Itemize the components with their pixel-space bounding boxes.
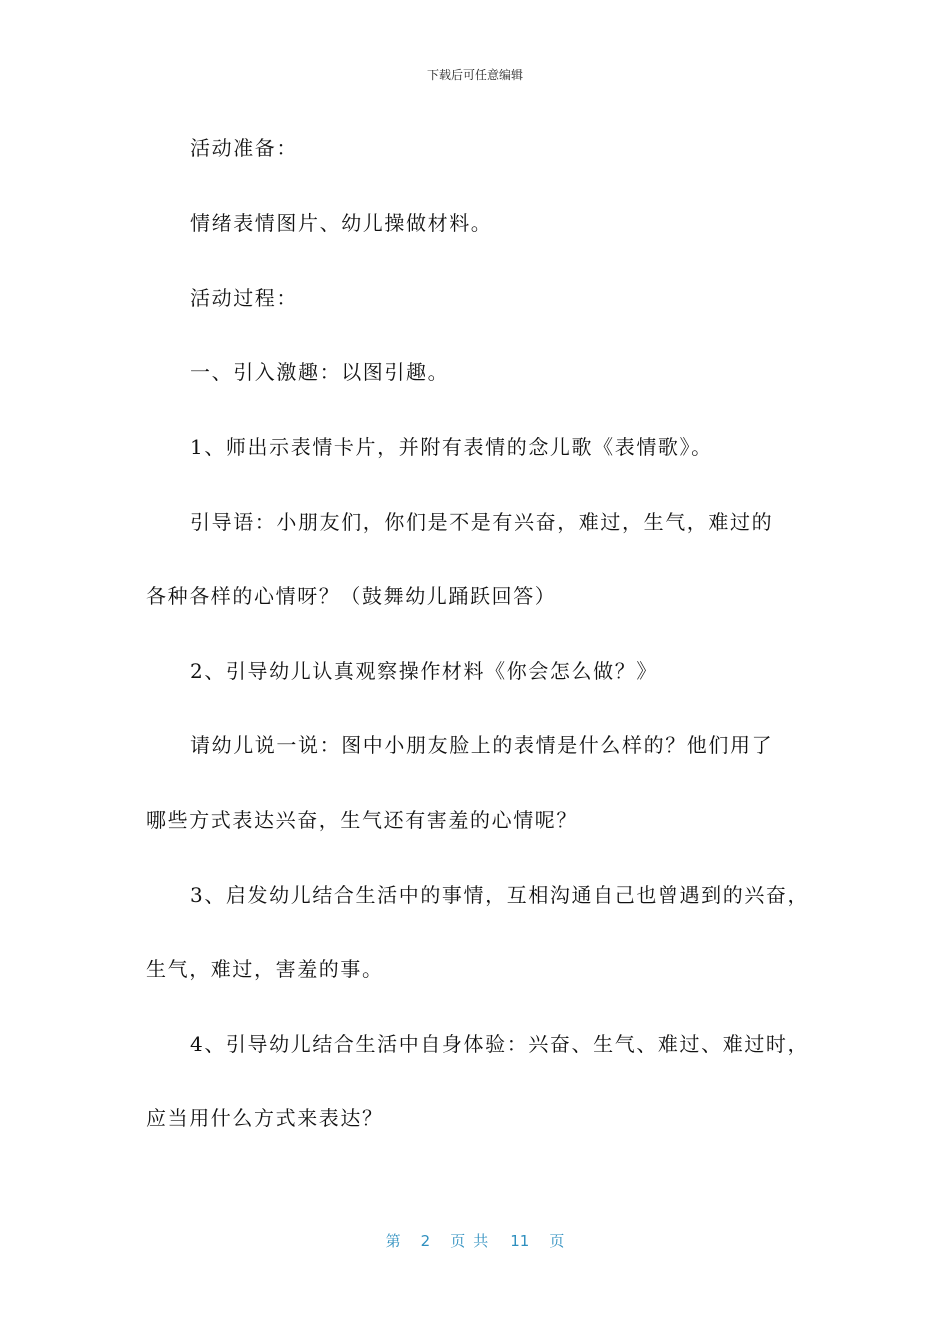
footer-page-number: 2: [420, 1232, 431, 1250]
footer-page-prefix: 第: [385, 1232, 401, 1250]
footer-page-total: 11: [510, 1232, 530, 1250]
footer-page-suffix: 页: [549, 1232, 565, 1250]
paragraph-step-2: 2、引导幼儿认真观察操作材料《你会怎么做？》: [190, 659, 658, 683]
paragraph-section-one: 一、引入激趣：以图引趣。: [190, 360, 450, 384]
footer-page-middle: 页共: [450, 1232, 497, 1250]
page-header: 下载后可任意编辑: [426, 68, 523, 82]
paragraph-materials: 情绪表情图片、幼儿操做材料。: [190, 211, 493, 235]
paragraph-step-4-line-2: 应当用什么方式来表达？: [146, 1106, 384, 1130]
paragraph-activity-prep-heading: 活动准备：: [190, 136, 298, 160]
paragraph-step-3-line-1: 3、启发幼儿结合生活中的事情，互相沟通自己也曾遇到的兴奋，: [190, 883, 810, 907]
paragraph-ask-line-1: 请幼儿说一说：图中小朋友脸上的表情是什么样的？他们用了: [190, 733, 774, 757]
paragraph-step-3-line-2: 生气，难过，害羞的事。: [146, 957, 384, 981]
paragraph-guide-line-2: 各种各样的心情呀？（鼓舞幼儿踊跃回答）: [146, 584, 557, 608]
paragraph-guide-line-1: 引导语：小朋友们，你们是不是有兴奋，难过，生气，难过的: [190, 510, 774, 534]
paragraph-step-4-line-1: 4、引导幼儿结合生活中自身体验：兴奋、生气、难过、难过时，: [190, 1032, 810, 1056]
page-footer: [0, 1230, 950, 1251]
paragraph-step-1: 1、师出示表情卡片，并附有表情的念儿歌《表情歌》。: [190, 435, 713, 459]
paragraph-ask-line-2: 哪些方式表达兴奋，生气还有害羞的心情呢？: [146, 808, 578, 832]
paragraph-activity-process-heading: 活动过程：: [190, 286, 298, 310]
